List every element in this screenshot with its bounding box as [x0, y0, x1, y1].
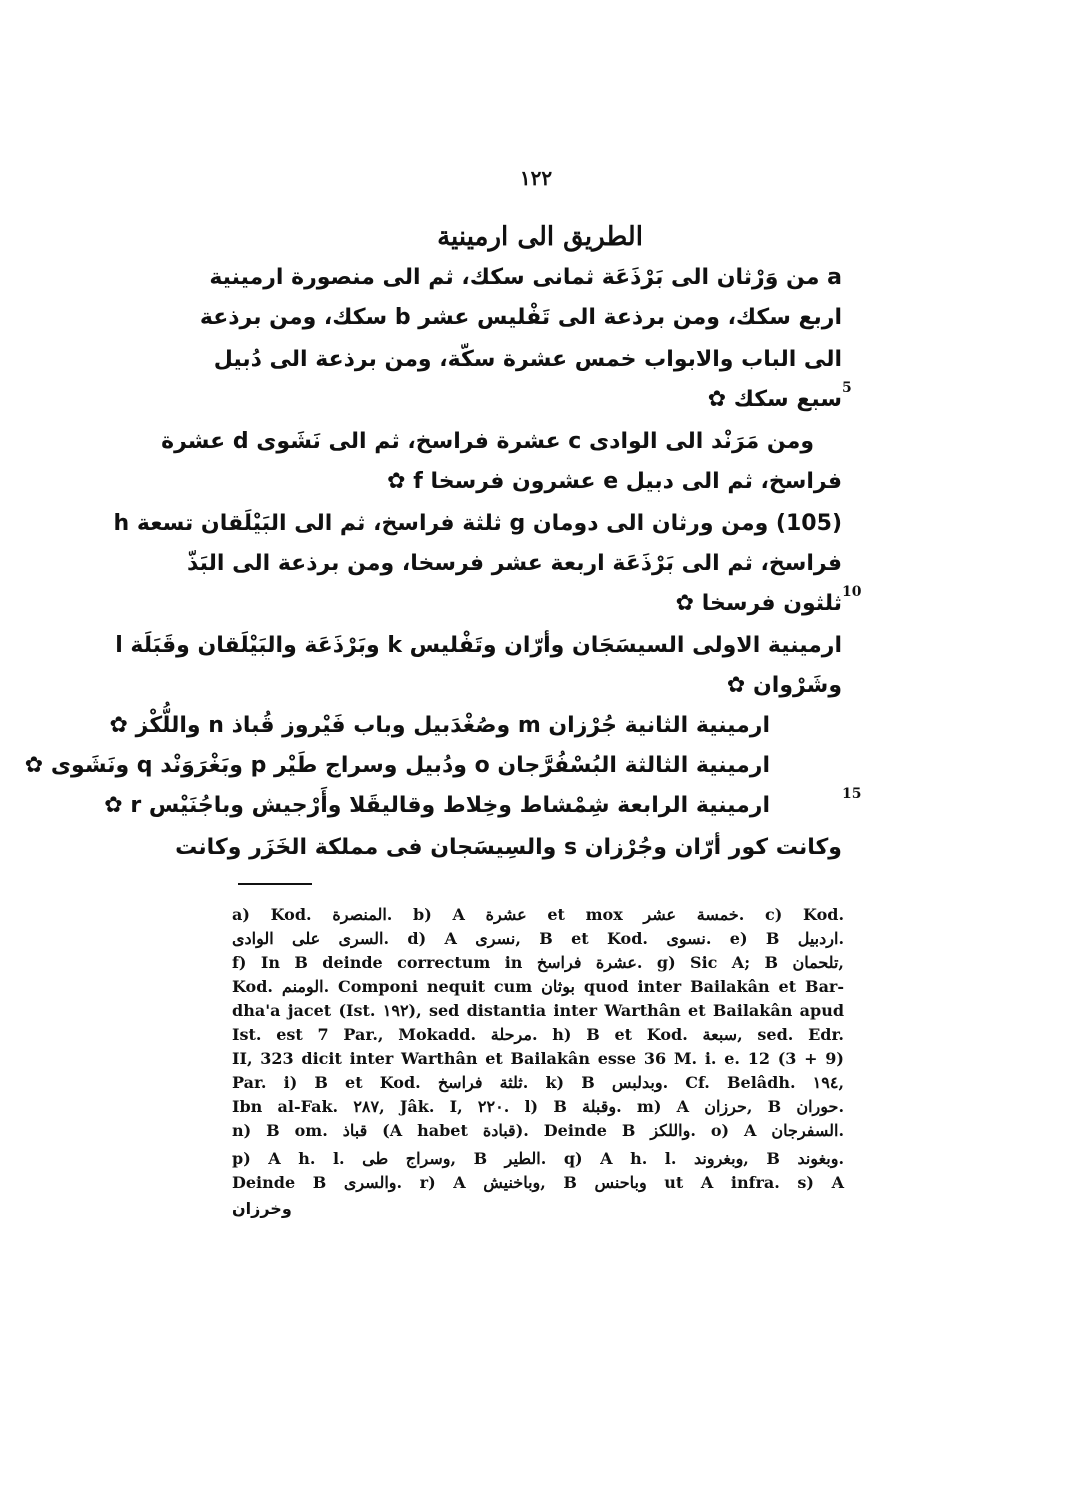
footnote-line-11: p) A h. l. وسراج طى, B الطير. q) A h. l. وبغروند, B وبغوند.	[232, 1149, 845, 1168]
text-line-7: (105) ومن ورثان الى دومان g ثلثة فراسخ، ثم الى البَيْلَقان تسعة h	[113, 511, 842, 536]
line-number-15: 15	[842, 786, 862, 802]
text-line-9: ثلثون فرسخا ✿	[675, 591, 842, 616]
footnote-line-7: II, 323 dicit inter Warthân et Bailakân esse 36 M. i. e. 12 (3 + 9)	[232, 1049, 844, 1068]
footnote-line-9: Ibn al-Fak. ٢٨٧, Jâk. I, ٢٢٠. l) B وقبلة. m) A حرزان, B حوران.	[232, 1097, 845, 1116]
text-line-14: ارمينية الرابعة شِمْشاط وخِلاط وقاليقَلا وأَرْجيش وباجُنَيْس r ✿	[104, 793, 770, 818]
footnote-line-1: a) Kod. المنصرة. b) A عشرة et mox خمسة عشر. c) Kod.	[232, 905, 845, 924]
footnote-line-6: Ist. est 7 Par., Mokadd. مرحلة. h) B et Kod. سبعة, sed. Edr.	[232, 1025, 845, 1044]
text-line-12: ارمينية الثانية جُرْزان m وصُغْدَبيل وباب فَيْروز قُباذ n واللُّكْز ✿	[109, 713, 770, 738]
text-line-5: ومن مَرَنْد الى الوادى c عشرة فراسخ، ثم الى نَشَوى d عشرة	[161, 429, 814, 454]
text-line-10: ارمينية الاولى السيسَجَان وأرّان وتَفْليس k وبَرْذَعَة والبَيْلَقان وقَبَلَة l	[115, 633, 842, 658]
footnote-line-3: f) In B deinde correctum in عشرة فراسخ. g) Sic A; B تلحمان,	[232, 953, 844, 972]
text-line-6: فراسخ، ثم الى دبيل e عشرون فرسخا f ✿	[387, 469, 842, 494]
footnote-separator	[238, 883, 312, 885]
text-line-8: فراسخ، ثم الى بَرْذَعَة اربعة عشر فرسخا، ومن برذعة الى البَذّ	[186, 551, 842, 576]
text-line-11: وشَرْوان ✿	[726, 673, 842, 698]
footnote-line-2: السرى على الوادى. d) A نسرى, B et Kod. نسوى. e) B اردبيل.	[232, 929, 845, 948]
footnote-line-12: Deinde B والسرى. r) A وباخنيش, B وباحنس ut A infra. s) A	[232, 1173, 845, 1192]
section-heading: الطريق الى ارمينية	[437, 222, 643, 252]
line-number-10: 10	[842, 584, 862, 600]
text-line-3: الى الباب والابواب خمس عشرة سكّة، ومن برذعة الى دُبيل	[213, 347, 842, 372]
text-line-1: a من وَرْثان الى بَرْذَعَة ثمانى سكك، ثم الى منصورة ارمينية	[209, 265, 842, 290]
text-line-2: اربع سكك، ومن برذعة الى تَفْليس عشر b سكك، ومن برذعة	[199, 305, 842, 330]
footnote-line-13: وخرزان	[232, 1199, 292, 1218]
line-number-5: 5	[842, 380, 852, 396]
text-line-13: ارمينية الثالثة البُسْفُرَّجان o ودُبيل وسراج طَيْر p وبَغْرَوَنْد q ونَشَوى ✿	[24, 753, 770, 778]
footnote-line-4: Kod. الومنم. Componi nequit cum بوثان quod inter Bailakân et Bar-	[232, 977, 845, 996]
footnote-line-10: n) B om. قباذ (A habet قبادة). Deinde B واللكز. o) A السفرجان.	[232, 1121, 845, 1140]
text-line-4: سبع سكك ✿	[707, 387, 842, 412]
text-line-15: وكانت كور أرّان وجُرْزان s والسِيسَجان فى مملكة الخَزَر وكانت	[175, 835, 842, 860]
footnote-line-8: Par. i) B et Kod. ثلثة فراسخ. k) B وبدلبس. Cf. Belâdh. ١٩٤,	[232, 1073, 845, 1092]
page-number: ١٢٢	[519, 166, 553, 190]
footnote-line-5: dha'a jacet (Ist. ١٩٢), sed distantia inter Warthân et Bailakân apud	[232, 1001, 845, 1020]
